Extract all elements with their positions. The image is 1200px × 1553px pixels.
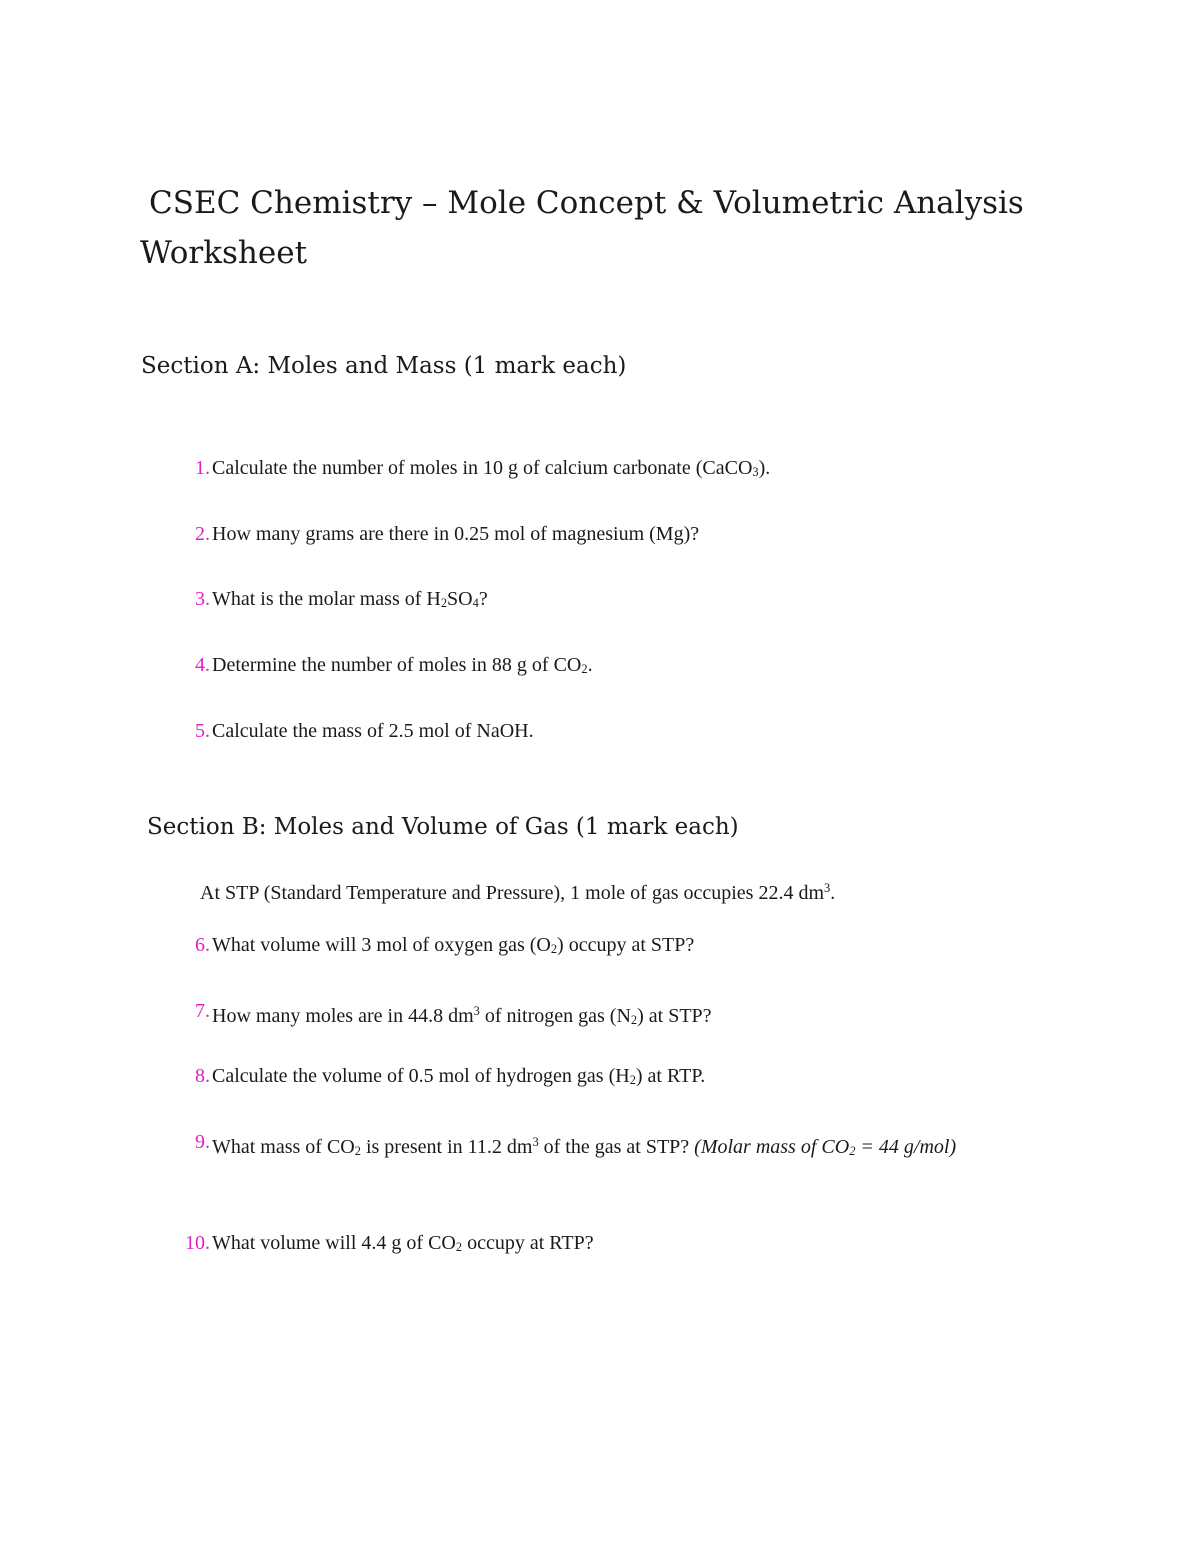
question-5 bbox=[160, 714, 1020, 748]
question-text: What volume will 3 mol of oxygen gas $(O_2)$ occupy at STP? bbox=[212, 934, 695, 956]
section-b-heading: Section B: Moles and Volume of Gas (1 mark each) bbox=[147, 814, 739, 840]
question-6 bbox=[160, 928, 1020, 966]
question-number: 7. bbox=[195, 1000, 210, 1022]
question-text: How many moles are in 44.8 $dm^3$ of nitrogen gas $(N_2)$ at STP? bbox=[212, 1004, 712, 1027]
question-number: 6. bbox=[195, 934, 210, 956]
question-text: What mass of $CO_2$ is present in 11.2 $dm^3$ of the gas at STP? (Molar mass of $CO_2 = 44$ g/mol) bbox=[212, 1135, 957, 1158]
question-number: 10. bbox=[185, 1232, 210, 1254]
question-number: 9. bbox=[195, 1131, 210, 1153]
question-number: 4. bbox=[195, 654, 210, 676]
question-text: What is the molar mass of $H_2SO_4$? bbox=[212, 588, 488, 610]
question-text: Calculate the volume of 0.5 mol of hydrogen gas $(H_2)$ at RTP. bbox=[212, 1065, 706, 1087]
question-number: 8. bbox=[195, 1065, 210, 1087]
question-2 bbox=[160, 517, 1020, 551]
question-1 bbox=[160, 451, 1020, 489]
question-number: 1. bbox=[195, 457, 210, 479]
molar-mass-note: (Molar mass of $CO_2 = 44$ g/mol) bbox=[694, 1136, 957, 1158]
question-10 bbox=[160, 1226, 1020, 1264]
question-number: 3. bbox=[195, 588, 210, 610]
question-text: Determine the number of moles in 88 g of $CO_2$. bbox=[212, 654, 593, 676]
question-text: What volume will 4.4 g of $CO_2$ occupy at RTP? bbox=[212, 1232, 594, 1254]
question-text: How many grams are there in 0.25 mol of magnesium (Mg)? bbox=[212, 523, 700, 545]
stp-note: At STP (Standard Temperature and Pressure), 1 mole of gas occupies 22.4 $dm^3$. bbox=[200, 881, 836, 904]
question-3 bbox=[160, 582, 1020, 620]
worksheet-title: CSEC Chemistry – Mole Concept & Volumetric Analysis Worksheet bbox=[140, 185, 1024, 271]
question-7 bbox=[160, 994, 1020, 1037]
question-8 bbox=[160, 1059, 1020, 1097]
section-a-heading: Section A: Moles and Mass (1 mark each) bbox=[141, 353, 627, 379]
question-text: Calculate the mass of 2.5 mol of NaOH. bbox=[212, 720, 534, 742]
question-number: 2. bbox=[195, 523, 210, 545]
question-number: 5. bbox=[195, 720, 210, 742]
question-text: Calculate the number of moles in 10 g of calcium carbonate (CaCO$_3$). bbox=[212, 457, 771, 479]
question-4 bbox=[160, 648, 1020, 686]
question-9 bbox=[160, 1125, 1020, 1168]
